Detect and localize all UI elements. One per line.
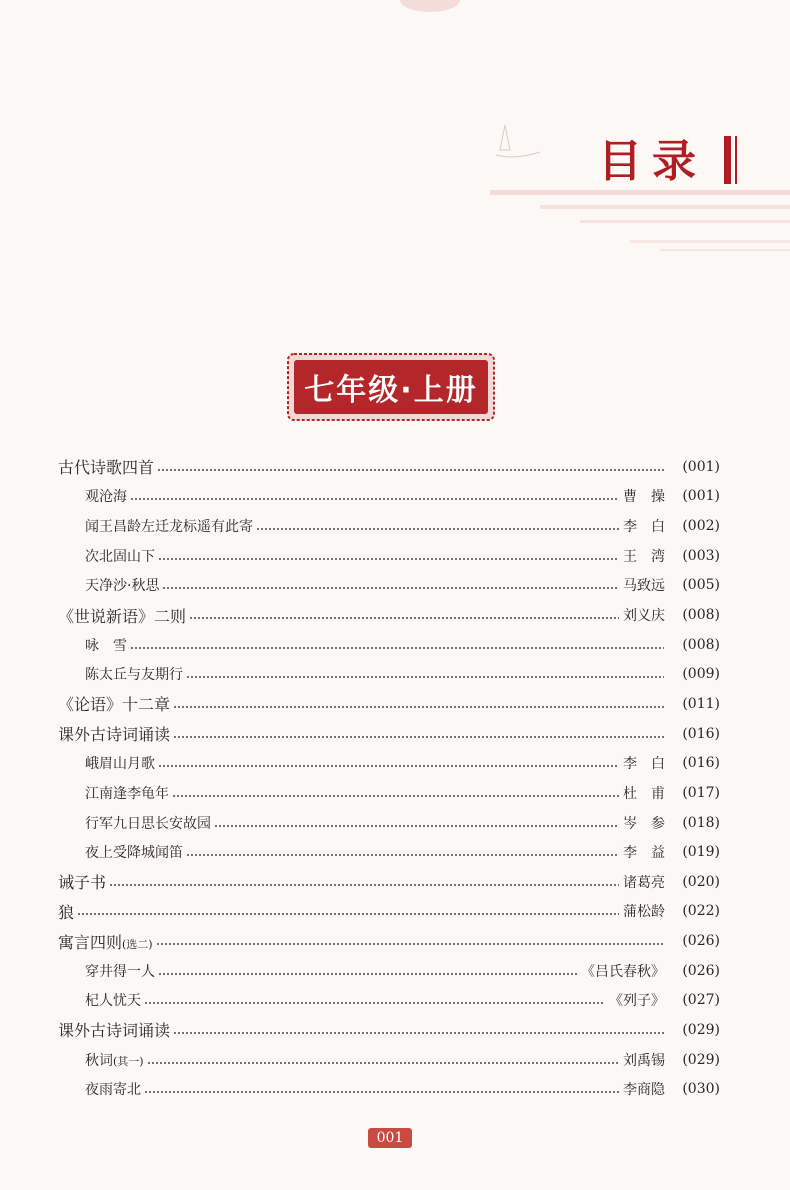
toc-entry-title-text: 咏 雪 [85, 637, 127, 654]
toc-entry-title-text: 寓言四则 [58, 932, 123, 952]
toc-entry[interactable] [58, 897, 720, 927]
dot-leader [173, 706, 664, 708]
toc-entry-title [58, 722, 170, 745]
grade-banner-label: 七年级·上册 [304, 373, 478, 408]
dot-leader [158, 765, 619, 767]
toc-entry-title-text: 课外古诗词诵读 [58, 725, 171, 745]
toc-entry-title-text: 夜上受降城闻笛 [85, 845, 183, 862]
toc-entry-author: 《吕氏春秋》 [581, 963, 665, 980]
toc-entry-title-text: 江南逢李龟年 [85, 785, 169, 802]
toc-entry-page: (009) [682, 666, 720, 683]
dot-leader [77, 913, 619, 915]
toc-entry-title-text: 次北固山下 [85, 548, 155, 565]
toc-entry-title-text: 夜雨寄北 [85, 1082, 141, 1099]
toc-subentry[interactable] [58, 659, 720, 689]
header-decoration [400, 0, 790, 280]
toc-entry-title [58, 870, 106, 893]
toc-entry-author: 《列子》 [609, 993, 665, 1010]
toc-entry-title-text: 观沧海 [85, 489, 127, 506]
toc-entry-title [58, 900, 74, 923]
toc-entry-title-text: 古代诗歌四首 [58, 458, 155, 478]
toc-entry-author: 李 益 [623, 845, 665, 862]
toc-entry-page: (001) [682, 488, 720, 505]
toc-entry-title [85, 575, 159, 595]
toc-entry-title [58, 1018, 170, 1041]
toc-entry-page: (017) [682, 784, 720, 801]
toc-entry-title [85, 1079, 141, 1099]
dot-leader [162, 587, 619, 589]
toc-entry-title-text: 秋词 [85, 1052, 113, 1069]
toc-subentry[interactable] [58, 837, 720, 867]
toc-entry-page: (011) [682, 695, 720, 712]
dot-leader [158, 973, 577, 975]
toc-entry-author: 李 白 [623, 756, 665, 773]
dot-leader [189, 617, 619, 619]
toc-entry-page: (001) [682, 458, 720, 475]
toc-entry-page: (026) [682, 933, 720, 950]
toc-entry-page: (027) [682, 992, 720, 1009]
toc-entry[interactable] [58, 689, 720, 719]
toc-entry-title [85, 635, 127, 655]
toc-entry[interactable] [58, 719, 720, 749]
toc-entry-title-text: 杞人忧天 [85, 993, 141, 1010]
dot-leader [157, 469, 664, 471]
toc-entry-page: (029) [682, 1021, 720, 1038]
toc-subentry[interactable] [58, 748, 720, 778]
toc-entry-title-text: 行军九日思长安故园 [85, 815, 211, 832]
toc-entry-title [58, 692, 170, 715]
toc-entry-title-text: 峨眉山月歌 [85, 756, 155, 773]
dot-leader [186, 676, 664, 678]
toc-entry-page: (016) [682, 755, 720, 772]
toc-subentry[interactable] [58, 541, 720, 571]
toc-entry-title-text: 《世说新语》二则 [58, 606, 187, 626]
toc-entry-title [58, 930, 153, 953]
toc-entry-title-text: 狼 [58, 902, 75, 922]
dot-leader [156, 943, 664, 945]
dot-leader [144, 1091, 619, 1093]
toc-subentry[interactable] [58, 986, 720, 1016]
toc-entry-title-text: 《论语》十二章 [58, 695, 171, 715]
toc-entry-title [85, 546, 155, 566]
toc-entry-title-text: 天净沙·秋思 [85, 578, 160, 595]
dot-leader [256, 528, 619, 530]
toc-entry[interactable] [58, 452, 720, 482]
toc-entry-page: (018) [682, 814, 720, 831]
dot-leader [130, 498, 619, 500]
toc-entry-page: (008) [682, 636, 720, 653]
toc-subentry[interactable] [58, 1045, 720, 1075]
toc-entry-page: (005) [682, 577, 720, 594]
toc-entry-author: 刘禹锡 [623, 1052, 665, 1069]
toc-entry-page: (026) [682, 962, 720, 979]
toc-entry-author: 蒲松龄 [623, 904, 665, 921]
toc-entry-title-text: 闻王昌龄左迁龙标遥有此寄 [85, 519, 253, 536]
toc-subentry[interactable] [58, 630, 720, 660]
toc-entry-page: (022) [682, 903, 720, 920]
toc-subentry[interactable] [58, 778, 720, 808]
toc-subentry[interactable] [58, 511, 720, 541]
toc-entry-author: 李商隐 [623, 1082, 665, 1099]
toc-entry-author: 曹 操 [623, 489, 665, 506]
toc-entry-title-text: 诫子书 [58, 873, 107, 893]
toc-entry-page: (002) [682, 518, 720, 535]
toc-entry-title [85, 486, 127, 506]
dot-leader [144, 1002, 605, 1004]
toc-entry[interactable] [58, 867, 720, 897]
toc-entry-author: 李 白 [623, 519, 665, 536]
toc-subentry[interactable] [58, 1074, 720, 1104]
toc-entry-page: (003) [682, 547, 720, 564]
toc-entry-page: (016) [682, 725, 720, 742]
toc-entry-author: 刘义庆 [623, 608, 665, 625]
dot-leader [186, 854, 619, 856]
toc-entry-author: 王 湾 [623, 548, 665, 565]
toc-entry[interactable] [58, 926, 720, 956]
toc-entry-author: 岑 参 [623, 815, 665, 832]
page-title: 目录 [598, 136, 706, 187]
toc-entry-title-text: 课外古诗词诵读 [58, 1021, 171, 1041]
toc-entry-title [58, 455, 154, 478]
toc-entry-title [85, 753, 155, 773]
page-number: 001 [368, 1128, 412, 1148]
toc-subentry[interactable] [58, 482, 720, 512]
dot-leader [173, 1032, 664, 1034]
toc-entry[interactable] [58, 1015, 720, 1045]
toc-entry-page: (030) [682, 1081, 720, 1098]
dot-leader [158, 558, 619, 560]
toc-entry-title [85, 1050, 144, 1070]
toc-entry-page: (008) [682, 607, 720, 624]
toc-subentry[interactable] [58, 571, 720, 601]
toc-entry-page: (029) [682, 1051, 720, 1068]
toc-entry-title [58, 604, 186, 627]
toc-entry-title-text: 穿井得一人 [85, 963, 155, 980]
toc-entry-title [85, 990, 141, 1010]
toc-entry-title [85, 961, 155, 981]
toc-entry-author: 马致远 [623, 578, 665, 595]
toc-entry-page: (020) [682, 873, 720, 890]
toc-entry-title [85, 664, 183, 684]
toc-entry-title [85, 813, 211, 833]
table-of-contents [58, 452, 720, 1104]
title-accent-bar [724, 136, 731, 184]
dot-leader [130, 647, 664, 649]
toc-subentry[interactable] [58, 956, 720, 986]
toc-entry-title [85, 516, 253, 536]
toc-entry-title-text: 陈太丘与友期行 [85, 667, 183, 684]
dot-leader [172, 795, 619, 797]
title-accent-bar-thin [735, 136, 737, 184]
grade-banner [284, 350, 498, 424]
toc-entry-title [85, 783, 169, 803]
toc-entry-note: (其一) [113, 1054, 144, 1068]
toc-entry-author: 杜 甫 [623, 785, 665, 802]
toc-subentry[interactable] [58, 808, 720, 838]
toc-entry-note: (选二) [122, 937, 153, 951]
toc-entry[interactable] [58, 600, 720, 630]
dot-leader [109, 884, 619, 886]
toc-entry-page: (019) [682, 844, 720, 861]
toc-entry-title [85, 842, 183, 862]
dot-leader [214, 825, 619, 827]
toc-entry-author: 诸葛亮 [623, 874, 665, 891]
dot-leader [147, 1062, 619, 1064]
dot-leader [173, 736, 664, 738]
